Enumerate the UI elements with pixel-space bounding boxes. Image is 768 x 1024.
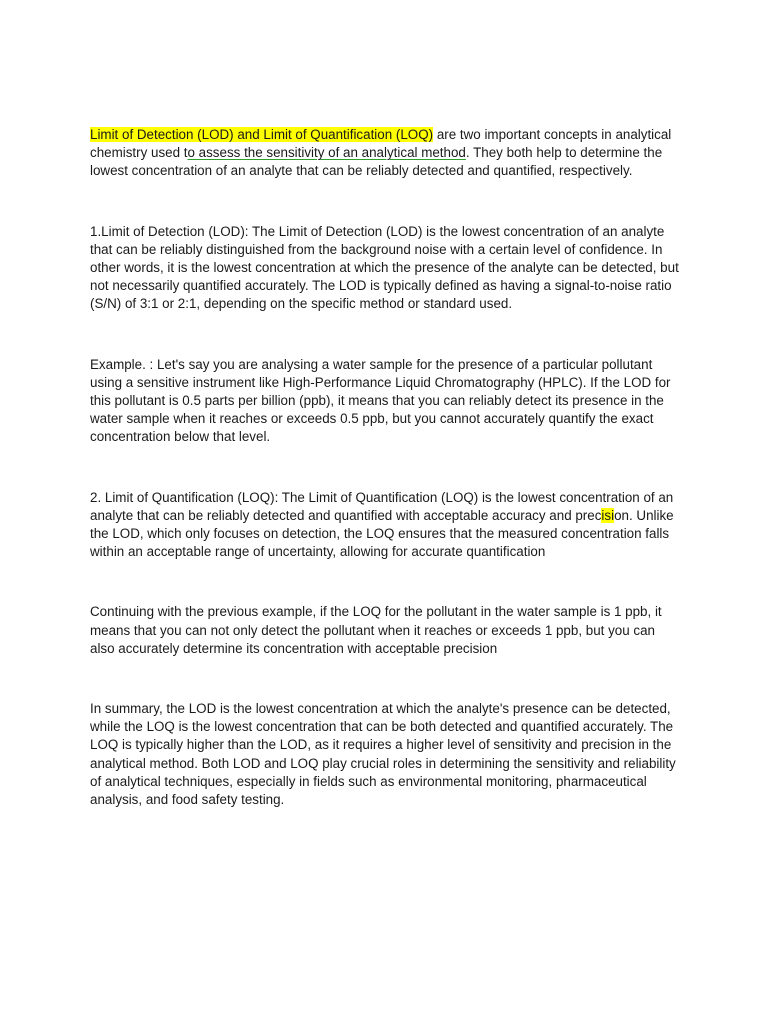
loq-text-b: on. Unlike the LOD, which only focuses on detection, the LOQ ensures that the measured concentration falls within an acceptable range of uncertainty, allowing for accurate quantification: [90, 507, 674, 560]
underlined-phrase: o assess the sensitivity of an analytical method: [187, 145, 466, 161]
intro-text-a: are two important concepts in analytical chemistry used t: [90, 127, 672, 161]
highlighted-fragment: isi: [601, 507, 615, 523]
document-body: [90, 126, 680, 809]
intro-text-b: . They both help to determine the lowest concentration of an analyte that can be reliably detected and quantified, respectively.: [90, 145, 663, 179]
paragraph-loq-example: Continuing with the previous example, if the LOQ for the pollutant in the water sample is 1 ppb, it means that you can not only detect the pollutant when it reaches or exceeds 1 ppb, but you can also accurately determine its concentration with acceptable precision: [90, 604, 662, 656]
paragraph-summary: In summary, the LOD is the lowest concentration at which the analyte's presence can be detected, while the LOQ is the lowest concentration that can be both detected and quantified accurately. The LOQ is typically higher than the LOD, as it requires a higher level of sensitivity and precision in the analytical method. Both LOD and LOQ play crucial roles in determining the sensitivity and reliability of analytical techniques, especially in fields such as environmental monitoring, pharmaceutical analysis, and food safety testing.: [90, 701, 676, 808]
highlighted-term: Limit of Detection (LOD) and Limit of Quantification (LOQ): [90, 127, 434, 142]
paragraph-lod-example: Example. : Let's say you are analysing a water sample for the presence of a particular pollutant using a sensitive instrument like High-Performance Liquid Chromatography (HPLC). If the LOD for this pollutant is 0.5 parts per billion (ppb), it means that you can reliably detect its presence in the water sample when it reaches or exceeds 0.5 ppb, but you cannot accurately quantify the exact concentration below that level.: [90, 356, 671, 445]
paragraph-lod: 1.Limit of Detection (LOD): The Limit of Detection (LOD) is the lowest concentration of an analyte that can be reliably distinguished from the background noise with a certain level of confidence. In other words, it is the lowest concentration at which the presence of the analyte can be detected, but not necessarily quantified accurately. The LOD is typically defined as having a signal-to-noise ratio (S/N) of 3:1 or 2:1, depending on the specific method or standard used.: [90, 223, 679, 312]
paragraph-intro: [90, 126, 680, 181]
loq-text-a: 2. Limit of Quantification (LOQ): The Limit of Quantification (LOQ) is the lowest concentration of an analyte that can be reliably detected and quantified with acceptable accuracy and prec: [90, 489, 674, 523]
paragraph-loq: [90, 489, 680, 562]
